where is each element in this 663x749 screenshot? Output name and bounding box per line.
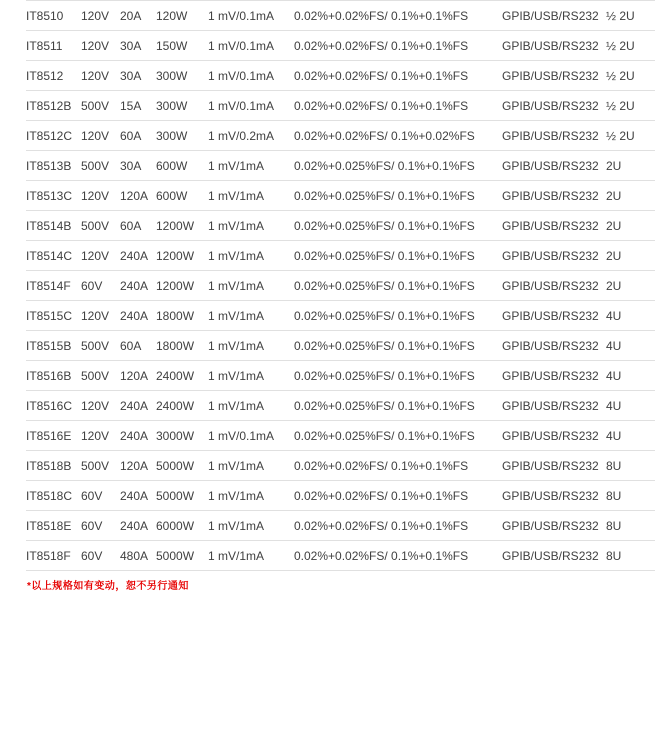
cell-size: 2U: [606, 211, 655, 241]
cell-current: 240A: [120, 391, 156, 421]
cell-current: 120A: [120, 181, 156, 211]
table-row: [26, 541, 655, 571]
cell-model: IT8512C: [26, 121, 81, 151]
cell-voltage: 120V: [81, 241, 120, 271]
cell-current: 120A: [120, 361, 156, 391]
cell-accuracy: 0.02%+0.025%FS/ 0.1%+0.1%FS: [294, 271, 502, 301]
cell-voltage: 120V: [81, 1, 120, 31]
cell-accuracy: 0.02%+0.025%FS/ 0.1%+0.1%FS: [294, 151, 502, 181]
cell-interfaces: GPIB/USB/RS232: [502, 151, 606, 181]
cell-current: 20A: [120, 1, 156, 31]
cell-accuracy: 0.02%+0.02%FS/ 0.1%+0.1%FS: [294, 61, 502, 91]
cell-size: 2U: [606, 241, 655, 271]
cell-resolution: 1 mV/1mA: [208, 241, 294, 271]
table-row: [26, 511, 655, 541]
cell-interfaces: GPIB/USB/RS232: [502, 361, 606, 391]
cell-current: 480A: [120, 541, 156, 571]
cell-voltage: 120V: [81, 391, 120, 421]
cell-voltage: 500V: [81, 151, 120, 181]
table-row: [26, 331, 655, 361]
cell-power: 3000W: [156, 421, 208, 451]
cell-resolution: 1 mV/0.1mA: [208, 91, 294, 121]
table-row: [26, 151, 655, 181]
spec-table: [26, 0, 655, 571]
cell-size: 2U: [606, 181, 655, 211]
cell-accuracy: 0.02%+0.02%FS/ 0.1%+0.1%FS: [294, 31, 502, 61]
cell-size: ½ 2U: [606, 61, 655, 91]
cell-current: 120A: [120, 451, 156, 481]
cell-power: 1800W: [156, 301, 208, 331]
cell-voltage: 60V: [81, 511, 120, 541]
cell-voltage: 500V: [81, 451, 120, 481]
cell-resolution: 1 mV/1mA: [208, 541, 294, 571]
cell-model: IT8514B: [26, 211, 81, 241]
cell-size: 2U: [606, 151, 655, 181]
cell-size: 8U: [606, 451, 655, 481]
cell-voltage: 120V: [81, 61, 120, 91]
cell-voltage: 60V: [81, 481, 120, 511]
cell-interfaces: GPIB/USB/RS232: [502, 241, 606, 271]
table-row: [26, 31, 655, 61]
cell-resolution: 1 mV/0.1mA: [208, 421, 294, 451]
cell-current: 240A: [120, 301, 156, 331]
cell-current: 15A: [120, 91, 156, 121]
cell-interfaces: GPIB/USB/RS232: [502, 121, 606, 151]
cell-power: 2400W: [156, 361, 208, 391]
cell-model: IT8513B: [26, 151, 81, 181]
cell-voltage: 60V: [81, 271, 120, 301]
spec-change-footnote: *以上规格如有变动，恕不另行通知: [27, 581, 189, 592]
cell-current: 60A: [120, 331, 156, 361]
cell-resolution: 1 mV/0.1mA: [208, 1, 294, 31]
cell-accuracy: 0.02%+0.025%FS/ 0.1%+0.1%FS: [294, 241, 502, 271]
table-row: [26, 211, 655, 241]
cell-current: 240A: [120, 241, 156, 271]
cell-size: ½ 2U: [606, 91, 655, 121]
cell-model: IT8516B: [26, 361, 81, 391]
cell-model: IT8514C: [26, 241, 81, 271]
table-row: [26, 301, 655, 331]
cell-power: 1200W: [156, 241, 208, 271]
cell-interfaces: GPIB/USB/RS232: [502, 421, 606, 451]
cell-interfaces: GPIB/USB/RS232: [502, 391, 606, 421]
cell-size: 8U: [606, 511, 655, 541]
cell-accuracy: 0.02%+0.02%FS/ 0.1%+0.1%FS: [294, 451, 502, 481]
spec-table-section: [26, 0, 655, 571]
cell-interfaces: GPIB/USB/RS232: [502, 61, 606, 91]
table-row: [26, 361, 655, 391]
cell-size: 2U: [606, 271, 655, 301]
cell-interfaces: GPIB/USB/RS232: [502, 331, 606, 361]
cell-power: 2400W: [156, 391, 208, 421]
cell-voltage: 500V: [81, 211, 120, 241]
cell-power: 300W: [156, 61, 208, 91]
cell-current: 240A: [120, 511, 156, 541]
cell-voltage: 120V: [81, 181, 120, 211]
cell-model: IT8518E: [26, 511, 81, 541]
cell-voltage: 500V: [81, 331, 120, 361]
cell-accuracy: 0.02%+0.02%FS/ 0.1%+0.1%FS: [294, 511, 502, 541]
cell-accuracy: 0.02%+0.02%FS/ 0.1%+0.1%FS: [294, 481, 502, 511]
cell-accuracy: 0.02%+0.02%FS/ 0.1%+0.1%FS: [294, 91, 502, 121]
cell-interfaces: GPIB/USB/RS232: [502, 91, 606, 121]
cell-resolution: 1 mV/1mA: [208, 511, 294, 541]
cell-model: IT8518B: [26, 451, 81, 481]
table-row: [26, 271, 655, 301]
table-row: [26, 91, 655, 121]
cell-size: 4U: [606, 391, 655, 421]
cell-interfaces: GPIB/USB/RS232: [502, 181, 606, 211]
cell-resolution: 1 mV/1mA: [208, 451, 294, 481]
cell-power: 300W: [156, 121, 208, 151]
cell-accuracy: 0.02%+0.025%FS/ 0.1%+0.1%FS: [294, 181, 502, 211]
cell-interfaces: GPIB/USB/RS232: [502, 1, 606, 31]
table-row: [26, 1, 655, 31]
cell-interfaces: GPIB/USB/RS232: [502, 481, 606, 511]
cell-model: IT8514F: [26, 271, 81, 301]
cell-resolution: 1 mV/0.1mA: [208, 31, 294, 61]
cell-accuracy: 0.02%+0.025%FS/ 0.1%+0.1%FS: [294, 421, 502, 451]
cell-size: 4U: [606, 331, 655, 361]
cell-model: IT8518C: [26, 481, 81, 511]
cell-power: 120W: [156, 1, 208, 31]
cell-current: 240A: [120, 481, 156, 511]
table-row: [26, 121, 655, 151]
cell-resolution: 1 mV/1mA: [208, 181, 294, 211]
cell-voltage: 500V: [81, 91, 120, 121]
cell-interfaces: GPIB/USB/RS232: [502, 31, 606, 61]
cell-model: IT8515C: [26, 301, 81, 331]
cell-model: IT8516E: [26, 421, 81, 451]
cell-power: 5000W: [156, 451, 208, 481]
cell-current: 60A: [120, 211, 156, 241]
cell-power: 600W: [156, 151, 208, 181]
cell-size: 4U: [606, 361, 655, 391]
cell-voltage: 500V: [81, 361, 120, 391]
table-row: [26, 391, 655, 421]
cell-accuracy: 0.02%+0.025%FS/ 0.1%+0.1%FS: [294, 361, 502, 391]
cell-resolution: 1 mV/1mA: [208, 361, 294, 391]
cell-interfaces: GPIB/USB/RS232: [502, 271, 606, 301]
cell-model: IT8511: [26, 31, 81, 61]
cell-interfaces: GPIB/USB/RS232: [502, 541, 606, 571]
cell-interfaces: GPIB/USB/RS232: [502, 301, 606, 331]
cell-size: ½ 2U: [606, 31, 655, 61]
table-row: [26, 61, 655, 91]
cell-resolution: 1 mV/0.2mA: [208, 121, 294, 151]
spec-table-body: [26, 1, 655, 571]
cell-model: IT8512B: [26, 91, 81, 121]
cell-resolution: 1 mV/1mA: [208, 211, 294, 241]
cell-accuracy: 0.02%+0.025%FS/ 0.1%+0.1%FS: [294, 331, 502, 361]
cell-size: ½ 2U: [606, 121, 655, 151]
cell-accuracy: 0.02%+0.025%FS/ 0.1%+0.1%FS: [294, 301, 502, 331]
cell-current: 60A: [120, 121, 156, 151]
cell-current: 30A: [120, 61, 156, 91]
cell-size: 4U: [606, 301, 655, 331]
cell-accuracy: 0.02%+0.025%FS/ 0.1%+0.1%FS: [294, 211, 502, 241]
cell-resolution: 1 mV/1mA: [208, 481, 294, 511]
cell-model: IT8515B: [26, 331, 81, 361]
cell-power: 5000W: [156, 481, 208, 511]
table-row: [26, 481, 655, 511]
cell-accuracy: 0.02%+0.02%FS/ 0.1%+0.02%FS: [294, 121, 502, 151]
cell-power: 1200W: [156, 211, 208, 241]
cell-voltage: 120V: [81, 421, 120, 451]
cell-current: 240A: [120, 421, 156, 451]
cell-power: 300W: [156, 91, 208, 121]
cell-resolution: 1 mV/1mA: [208, 331, 294, 361]
cell-resolution: 1 mV/0.1mA: [208, 61, 294, 91]
cell-size: 4U: [606, 421, 655, 451]
cell-size: 8U: [606, 481, 655, 511]
cell-voltage: 120V: [81, 121, 120, 151]
cell-power: 1200W: [156, 271, 208, 301]
cell-resolution: 1 mV/1mA: [208, 301, 294, 331]
cell-current: 240A: [120, 271, 156, 301]
cell-interfaces: GPIB/USB/RS232: [502, 451, 606, 481]
cell-resolution: 1 mV/1mA: [208, 271, 294, 301]
table-row: [26, 451, 655, 481]
table-row: [26, 181, 655, 211]
cell-model: IT8513C: [26, 181, 81, 211]
cell-size: 8U: [606, 541, 655, 571]
cell-voltage: 60V: [81, 541, 120, 571]
cell-current: 30A: [120, 151, 156, 181]
cell-size: ½ 2U: [606, 1, 655, 31]
cell-accuracy: 0.02%+0.02%FS/ 0.1%+0.1%FS: [294, 541, 502, 571]
cell-power: 600W: [156, 181, 208, 211]
table-row: [26, 241, 655, 271]
cell-interfaces: GPIB/USB/RS232: [502, 211, 606, 241]
cell-model: IT8510: [26, 1, 81, 31]
cell-voltage: 120V: [81, 31, 120, 61]
cell-current: 30A: [120, 31, 156, 61]
table-row: [26, 421, 655, 451]
cell-model: IT8516C: [26, 391, 81, 421]
cell-model: IT8518F: [26, 541, 81, 571]
cell-accuracy: 0.02%+0.02%FS/ 0.1%+0.1%FS: [294, 1, 502, 31]
cell-power: 1800W: [156, 331, 208, 361]
cell-power: 150W: [156, 31, 208, 61]
cell-interfaces: GPIB/USB/RS232: [502, 511, 606, 541]
cell-accuracy: 0.02%+0.025%FS/ 0.1%+0.1%FS: [294, 391, 502, 421]
cell-model: IT8512: [26, 61, 81, 91]
cell-resolution: 1 mV/1mA: [208, 151, 294, 181]
cell-power: 5000W: [156, 541, 208, 571]
cell-resolution: 1 mV/1mA: [208, 391, 294, 421]
cell-power: 6000W: [156, 511, 208, 541]
cell-voltage: 120V: [81, 301, 120, 331]
